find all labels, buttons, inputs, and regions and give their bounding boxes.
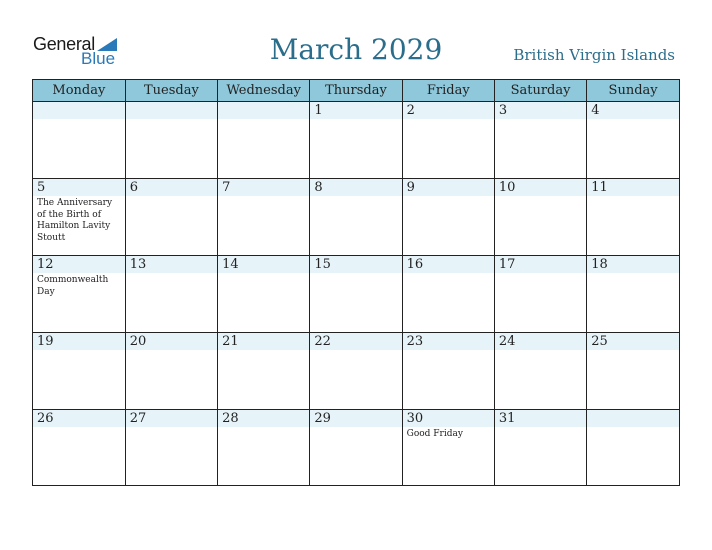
day-cell[interactable]: [310, 102, 402, 179]
day-cell[interactable]: [494, 256, 586, 333]
day-cell[interactable]: [33, 256, 125, 333]
day-cell[interactable]: [125, 410, 217, 487]
region-label: British Virgin Islands: [513, 46, 675, 64]
day-cell[interactable]: [587, 410, 679, 487]
day-cell[interactable]: [402, 179, 494, 256]
day-number: 19: [37, 334, 54, 349]
holiday-label: The Anniversary of the Birth of Hamilton Lavity Stoutt: [37, 198, 113, 243]
day-cell[interactable]: [218, 102, 310, 179]
day-cell[interactable]: [125, 333, 217, 410]
day-number: 21: [222, 334, 239, 349]
week-row: [33, 179, 679, 256]
day-number: 5: [37, 180, 46, 195]
day-number: 13: [129, 257, 147, 272]
day-cell[interactable]: [494, 333, 586, 410]
weekday-header: Friday: [402, 80, 494, 102]
day-number: 18: [591, 257, 608, 272]
day-number: 14: [222, 257, 239, 272]
day-band: [126, 102, 217, 119]
day-number: 17: [498, 257, 516, 272]
day-cell[interactable]: [402, 102, 494, 179]
day-number: 9: [406, 180, 415, 195]
day-band: [587, 410, 679, 427]
day-band: [126, 179, 217, 196]
day-cell[interactable]: [125, 102, 217, 179]
day-cell[interactable]: [33, 410, 125, 487]
weekday-header-row: [33, 80, 679, 102]
week-row: [33, 410, 679, 487]
day-number: 30: [406, 411, 424, 426]
day-band: [33, 179, 125, 196]
day-cell[interactable]: [587, 102, 679, 179]
day-number: 6: [129, 180, 139, 195]
page-title: March 2029: [269, 33, 443, 66]
day-cell[interactable]: [402, 410, 494, 487]
day-band: [403, 179, 494, 196]
holiday-label: Good Friday: [406, 429, 463, 439]
day-band: [33, 102, 125, 119]
weekday-header: Saturday: [494, 80, 586, 102]
logo-text-general: General: [33, 34, 95, 54]
calendar-table: [33, 80, 679, 486]
weekday-header: Wednesday: [218, 80, 310, 102]
day-number: 22: [314, 334, 331, 349]
day-cell[interactable]: [125, 179, 217, 256]
day-cell[interactable]: [494, 102, 586, 179]
calendar-grid: [32, 79, 680, 486]
day-number: 29: [314, 411, 331, 426]
day-band: [403, 102, 494, 119]
day-cell[interactable]: [310, 410, 402, 487]
day-number: 25: [591, 334, 608, 349]
day-number: 20: [129, 334, 147, 349]
day-cell[interactable]: [33, 333, 125, 410]
calendar-body: [33, 102, 679, 487]
day-cell[interactable]: [402, 256, 494, 333]
day-number: 16: [406, 257, 424, 272]
day-number: 24: [498, 334, 516, 349]
day-number: 15: [314, 257, 331, 272]
day-band: [495, 102, 586, 119]
week-row: [33, 256, 679, 333]
day-band: [587, 102, 679, 119]
holiday-label: Commonwealth Day: [37, 275, 109, 297]
day-number: 27: [129, 411, 147, 426]
day-cell[interactable]: [125, 256, 217, 333]
day-cell[interactable]: [310, 179, 402, 256]
day-cell[interactable]: [218, 256, 310, 333]
day-number: 3: [498, 103, 508, 118]
day-cell[interactable]: [33, 102, 125, 179]
day-cell[interactable]: [587, 179, 679, 256]
weekday-header: Sunday: [587, 80, 679, 102]
day-number: 28: [222, 411, 239, 426]
weekday-header: Monday: [33, 80, 125, 102]
day-number: 31: [498, 411, 516, 426]
day-number: 10: [498, 180, 516, 195]
day-cell[interactable]: [494, 179, 586, 256]
day-cell[interactable]: [218, 410, 310, 487]
day-band: [218, 179, 309, 196]
day-number: 2: [406, 103, 415, 118]
day-number: 8: [314, 180, 323, 195]
day-number: 1: [314, 103, 323, 118]
week-row: [33, 333, 679, 410]
weekday-header: Tuesday: [125, 80, 217, 102]
day-cell[interactable]: [310, 333, 402, 410]
day-number: 12: [37, 257, 54, 272]
week-row: [33, 102, 679, 179]
day-number: 11: [591, 180, 608, 195]
day-number: 4: [591, 103, 600, 118]
day-band: [310, 179, 401, 196]
day-cell[interactable]: [587, 333, 679, 410]
logo-text-blue: Blue: [81, 49, 116, 68]
day-cell[interactable]: [587, 256, 679, 333]
day-number: 23: [406, 334, 424, 349]
day-number: 7: [222, 180, 231, 195]
day-cell[interactable]: [494, 410, 586, 487]
day-band: [310, 102, 401, 119]
day-number: 26: [37, 411, 54, 426]
day-cell[interactable]: [310, 256, 402, 333]
day-cell[interactable]: [402, 333, 494, 410]
day-cell[interactable]: [33, 179, 125, 256]
day-band: [218, 102, 309, 119]
weekday-header: Thursday: [310, 80, 402, 102]
day-cell[interactable]: [218, 179, 310, 256]
day-cell[interactable]: [218, 333, 310, 410]
